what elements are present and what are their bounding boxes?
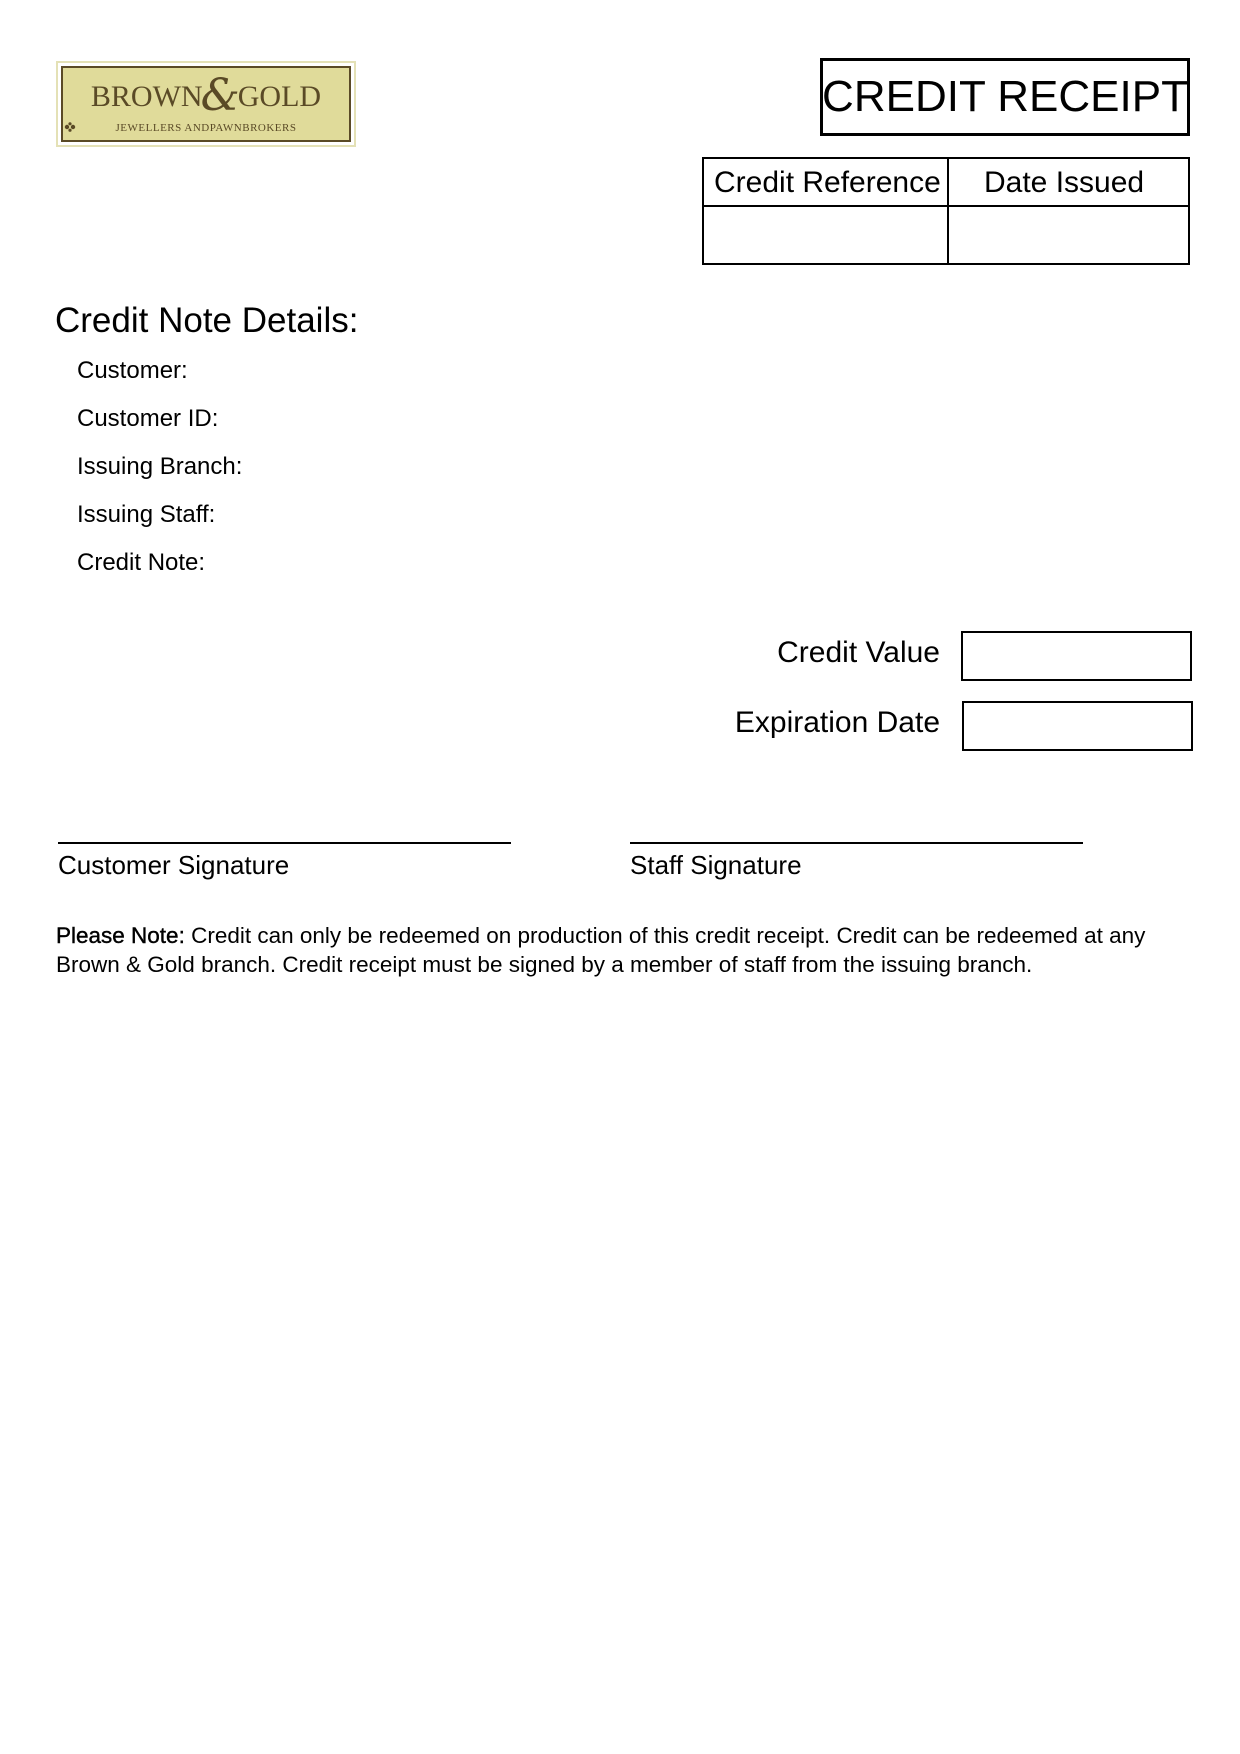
date-issued-header: Date Issued (984, 166, 1145, 199)
credit-value-label: Credit Value (777, 636, 940, 669)
note-lead: Please Note: (56, 923, 185, 948)
staff-signature-label: Staff Signature (630, 850, 802, 880)
brand-logo-plate (61, 66, 351, 142)
customer-signature-label: Customer Signature (58, 850, 290, 880)
brand-logo-wordmark (63, 70, 349, 121)
credit-note-label: Credit Note: (77, 549, 206, 576)
credit-value-field[interactable] (961, 631, 1192, 681)
expiration-date-label: Expiration Date (734, 706, 940, 739)
credit-reference-cell[interactable] (704, 209, 947, 263)
customer-signature-line[interactable] (58, 842, 511, 844)
details-heading: Credit Note Details: (55, 301, 359, 340)
note-text: Credit can only be redeemed on production of this credit receipt. Credit can be redeemed at any Brown & Gold branch. Credit receipt must be signed by a member of staff from the issuing branch. (56, 923, 1146, 977)
document-title-box (820, 58, 1190, 136)
brand-name-second: GOLD (237, 80, 322, 113)
brand-tagline-first: JEWELLERS AND (115, 122, 210, 134)
customer-id-label: Customer ID: (77, 405, 219, 432)
trefoil-dots-icon (63, 122, 77, 132)
document-title: CREDIT RECEIPT (822, 72, 1188, 121)
date-issued-cell[interactable] (949, 209, 1190, 263)
credit-reference-header: Credit Reference (714, 166, 941, 199)
staff-signature-line[interactable] (630, 842, 1083, 844)
redemption-note (56, 921, 1166, 979)
table-row-divider (704, 205, 1188, 207)
brand-name-first: BROWN (90, 80, 203, 113)
issuing-branch-label: Issuing Branch: (77, 453, 243, 480)
brand-logo-tagline (63, 122, 349, 134)
customer-label: Customer: (77, 357, 188, 384)
issuing-staff-label: Issuing Staff: (77, 501, 216, 528)
brand-logo (56, 61, 356, 147)
brand-ampersand: & (200, 70, 240, 121)
expiration-date-field[interactable] (962, 701, 1193, 751)
reference-table (702, 157, 1190, 265)
brand-tagline-second: PAWNBROKERS (209, 122, 297, 134)
